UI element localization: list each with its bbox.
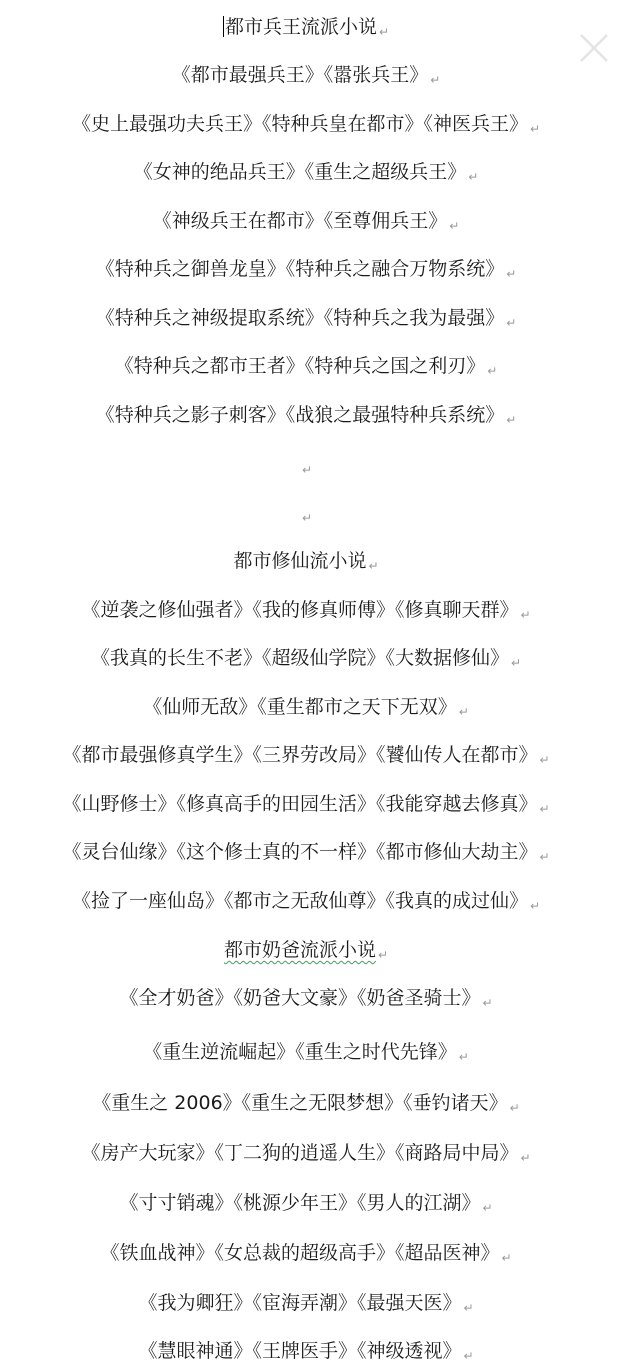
book-list-line: [0, 1190, 612, 1221]
heading-military-king: [0, 14, 612, 45]
paragraph-mark-icon: ↵: [520, 1151, 531, 1165]
paragraph-mark-icon: ↵: [368, 559, 379, 573]
book-list-line: [0, 111, 612, 142]
paragraph-mark-icon: ↵: [506, 413, 517, 427]
line-text: 《特种兵之神级提取系统》《特种兵之我为最强》: [95, 307, 505, 329]
book-list-line: [0, 208, 612, 239]
heading-dad: [0, 937, 612, 968]
line-text: 《重生之 2006》《重生之无限梦想》《垂钓诸天》: [92, 1092, 508, 1114]
book-list-line: [0, 742, 612, 773]
paragraph-mark-icon: ↵: [539, 802, 550, 816]
paragraph-mark-icon: ↵: [509, 1101, 520, 1115]
paragraph-mark-icon: ↵: [449, 219, 460, 233]
line-text: 《铁血战神》《女总裁的超级高手》《超品医神》: [100, 1242, 500, 1264]
paragraph-mark-icon: ↵: [506, 316, 517, 330]
paragraph-mark-icon: ↵: [463, 1301, 474, 1315]
line-text: 《都市最强兵王》《嚣张兵王》: [171, 64, 429, 86]
line-text: 《我真的长生不老》《超级仙学院》《大数据修仙》: [90, 647, 509, 669]
book-list-line: [0, 985, 612, 1016]
line-text: 《灵台仙缘》《这个修士真的不一样》《都市修仙大劫主》: [62, 841, 538, 863]
book-list-line: [0, 159, 612, 190]
book-list-line: [0, 839, 612, 870]
paragraph-mark-icon: ↵: [377, 948, 389, 962]
text-cursor: [223, 16, 224, 37]
paragraph-mark-icon: ↵: [487, 364, 498, 378]
paragraph-mark-icon: ↵: [458, 1050, 469, 1064]
paragraph-mark-icon: ↵: [482, 996, 493, 1010]
line-text: 都市奶爸流派小说: [223, 939, 376, 961]
book-list-line: [0, 305, 612, 336]
book-list-line: [0, 888, 612, 919]
line-text: 《逆袭之修仙强者》《我的修真师傅》《修真聊天群》: [81, 599, 519, 621]
paragraph-mark-icon: ↵: [506, 267, 517, 281]
line-text: 《特种兵之都市王者》《特种兵之国之利刃》: [114, 355, 486, 377]
paragraph-mark-icon: ↵: [458, 705, 469, 719]
paragraph-mark-icon: ↵: [529, 122, 541, 136]
paragraph-mark-icon: ↵: [463, 1349, 474, 1363]
line-text: 《房产大玩家》《丁二狗的逍遥人生》《商路局中局》: [81, 1142, 519, 1164]
paragraph-mark-icon: ↵: [520, 608, 531, 622]
book-list-line: [0, 597, 612, 628]
line-text: 都市兵王流派小说: [224, 16, 377, 38]
book-list-line: [0, 1039, 612, 1070]
line-text: 《女神的绝品兵王》《重生之超级兵王》: [133, 161, 467, 183]
paragraph-mark-icon: ↵: [510, 656, 522, 670]
line-text: 《慧眼神通》《王牌医手》《神级透视》: [138, 1340, 462, 1362]
paragraph-mark-icon: ↵: [301, 511, 313, 525]
paragraph-mark-icon: ↵: [539, 753, 550, 767]
book-list-line: [0, 62, 612, 93]
book-list-line: [0, 256, 612, 287]
line-text: 《重生逆流崛起》《重生之时代先锋》: [143, 1041, 457, 1063]
paragraph-mark-icon: ↵: [468, 170, 479, 184]
line-text: 《都市最强修真学生》《三界劳改局》《饕仙传人在都市》: [62, 744, 538, 766]
line-text: 《寸寸销魂》《桃源少年王》《男人的江湖》: [119, 1192, 481, 1214]
line-text: 《捡了一座仙岛》《都市之无敌仙尊》《我真的成过仙》: [71, 890, 528, 912]
line-text: 《史上最强功夫兵王》《特种兵皇在都市》《神医兵王》: [71, 113, 528, 135]
book-list-line: [0, 1290, 612, 1321]
line-text: 《特种兵之影子刺客》《战狼之最强特种兵系统》: [95, 404, 505, 426]
book-list-line: [0, 353, 612, 384]
line-text: 《神级兵王在都市》《至尊佣兵王》: [152, 210, 448, 232]
line-text: 《山野修士》《修真高手的田园生活》《我能穿越去修真》: [62, 793, 538, 815]
paragraph-mark-icon: ↵: [430, 73, 441, 87]
paragraph-mark-icon: ↵: [539, 850, 550, 864]
empty-line: [0, 452, 612, 483]
line-text: 《全才奶爸》《奶爸大文豪》《奶爸圣骑士》: [119, 987, 481, 1009]
book-list-line: [0, 1090, 612, 1121]
book-list-line: [0, 1338, 612, 1369]
book-list-line: [0, 694, 612, 725]
line-text: 都市修仙流小说: [233, 550, 367, 572]
paragraph-mark-icon: ↵: [378, 25, 390, 39]
line-text: 《特种兵之御兽龙皇》《特种兵之融合万物系统》: [95, 258, 505, 280]
paragraph-mark-icon: ↵: [301, 463, 313, 477]
paragraph-mark-icon: ↵: [529, 899, 541, 913]
book-list-line: [0, 1140, 612, 1171]
paragraph-mark-icon: ↵: [501, 1251, 512, 1265]
book-list-line: [0, 1240, 612, 1271]
paragraph-mark-icon: ↵: [482, 1201, 493, 1215]
line-text: 《我为卿狂》《宦海弄潮》《最强天医》: [138, 1292, 462, 1314]
line-text: 《仙师无敌》《重生都市之天下无双》: [143, 696, 457, 718]
book-list-line: [0, 402, 612, 433]
book-list-line: [0, 791, 612, 822]
empty-line: [0, 500, 612, 531]
book-list-line: [0, 645, 612, 676]
heading-cultivation: [0, 548, 612, 579]
